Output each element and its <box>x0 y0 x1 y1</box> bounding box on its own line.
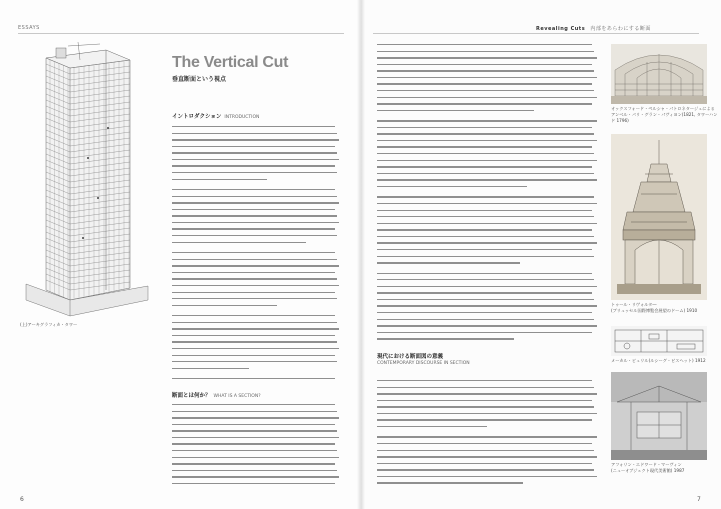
text-line <box>172 272 335 273</box>
folio-left: 6 <box>20 496 24 503</box>
text-line <box>172 235 337 236</box>
text-line <box>377 146 592 147</box>
text-line <box>377 406 594 407</box>
text-line <box>172 463 335 464</box>
dome-tower-section-figure <box>611 134 707 300</box>
text-line <box>172 411 337 412</box>
text-line <box>172 152 337 153</box>
folio-right: 7 <box>697 496 701 503</box>
text-line <box>172 222 339 223</box>
running-head-left: ESSAYS <box>18 25 40 31</box>
text-line <box>377 463 592 464</box>
header-rule <box>373 33 699 34</box>
text-line <box>172 298 337 299</box>
text-line <box>377 469 594 470</box>
text-line <box>172 292 335 293</box>
text-line <box>377 338 514 339</box>
exhibition-hall-section-figure <box>611 44 707 104</box>
figure-caption-plan: メーカル・ピュリル(ルシーグ・ビスヘット) 1912 <box>611 358 706 363</box>
right-page <box>361 0 721 509</box>
text-line <box>377 44 592 45</box>
text-line <box>377 127 592 128</box>
body-text-continued <box>377 44 601 342</box>
text-line <box>172 172 337 173</box>
text-line <box>377 70 594 71</box>
text-line <box>172 265 339 266</box>
text-line <box>172 437 339 438</box>
text-line <box>172 315 335 316</box>
text-line <box>377 292 592 293</box>
text-line <box>172 305 277 306</box>
text-line <box>377 83 592 84</box>
text-line <box>377 380 592 381</box>
text-line <box>172 328 339 329</box>
running-head-subtitle: 内部をあらわにする断面 <box>590 26 651 32</box>
text-line <box>377 210 592 211</box>
text-line <box>377 256 594 257</box>
text-line <box>377 110 534 111</box>
figure-caption-hall: オックスフォード・ペルシャ・パトロネタージュによる アンベル・パリ・グラン・パヴィヨン(1821, タワーハンド 1796) <box>611 106 718 123</box>
figure-caption-dome: トゥール・リヴォルタ― (ブリュッセル国際博覧会展望のドーム) 1910 <box>611 302 698 313</box>
section-heading-text: 断面とは何か？ <box>172 393 211 399</box>
text-line <box>377 216 594 217</box>
text-line <box>377 249 592 250</box>
text-line <box>377 103 592 104</box>
book-gutter <box>357 0 365 509</box>
text-line <box>377 325 597 326</box>
text-line <box>172 159 339 160</box>
text-line <box>377 133 594 134</box>
text-line <box>377 90 594 91</box>
text-line <box>172 355 335 356</box>
text-line <box>172 483 335 484</box>
text-line <box>377 196 594 197</box>
text-line <box>172 322 337 323</box>
text-line <box>377 262 520 263</box>
text-line <box>172 278 337 279</box>
text-line <box>377 236 594 237</box>
text-line <box>377 279 594 280</box>
text-line <box>377 413 597 414</box>
body-text-contemporary <box>377 380 601 492</box>
text-line <box>377 305 597 306</box>
text-line <box>172 228 335 229</box>
text-line <box>377 419 592 420</box>
text-line <box>172 179 267 180</box>
text-line <box>172 430 337 431</box>
running-head-title: Revealing Cuts <box>536 26 586 32</box>
text-line <box>377 476 597 477</box>
section-heading-text: 現代における断面図の意義 <box>377 354 444 360</box>
text-line <box>172 285 339 286</box>
text-line <box>377 273 592 274</box>
text-line <box>172 368 249 369</box>
section-heading-introduction <box>172 112 259 120</box>
text-line <box>377 426 487 427</box>
text-line <box>377 77 597 78</box>
running-head-right <box>536 25 651 32</box>
section-heading-contemporary <box>377 352 443 360</box>
text-line <box>377 51 594 52</box>
text-line <box>172 139 339 140</box>
text-line <box>172 126 335 127</box>
article-subtitle: 垂直断面という視点 <box>172 76 227 83</box>
text-line <box>377 319 594 320</box>
text-line <box>377 312 592 313</box>
text-line <box>172 443 335 444</box>
text-line <box>172 417 339 418</box>
text-line <box>172 450 337 451</box>
text-line <box>172 133 337 134</box>
text-line <box>172 189 335 190</box>
text-line <box>377 400 592 401</box>
text-line <box>377 299 594 300</box>
text-line <box>377 436 597 437</box>
text-line <box>377 223 597 224</box>
text-line <box>172 242 306 243</box>
text-line <box>172 335 335 336</box>
text-line <box>377 203 597 204</box>
header-rule <box>18 33 344 34</box>
text-line <box>377 97 597 98</box>
text-line <box>172 470 337 471</box>
text-line <box>377 387 594 388</box>
text-line <box>172 424 335 425</box>
section-heading-text: イントロダクション <box>172 114 222 120</box>
text-line <box>377 242 597 243</box>
body-text-what-is-section <box>172 404 342 492</box>
text-line <box>172 476 339 477</box>
text-line <box>172 202 339 203</box>
text-line <box>172 341 337 342</box>
text-line <box>377 482 523 483</box>
text-line <box>172 361 337 362</box>
text-line <box>377 173 594 174</box>
text-line <box>377 179 597 180</box>
text-line <box>172 378 335 379</box>
text-line <box>377 450 594 451</box>
text-line <box>377 393 597 394</box>
text-line <box>377 332 592 333</box>
text-line <box>377 153 594 154</box>
text-line <box>377 57 597 58</box>
text-line <box>172 196 337 197</box>
text-line <box>377 186 527 187</box>
text-line <box>172 259 337 260</box>
text-line <box>377 456 597 457</box>
text-line <box>172 215 337 216</box>
plan-drawing-figure <box>611 326 707 356</box>
article-title: The Vertical Cut <box>172 54 289 71</box>
text-line <box>377 140 597 141</box>
section-heading-en: CONTEMPORARY DISCOURSE IN SECTION <box>377 361 470 366</box>
tower-section-illustration <box>8 38 158 320</box>
text-line <box>377 160 597 161</box>
left-page <box>0 0 360 509</box>
figure-caption-hall-photo: アフォリン・エドワード・マーヴィン (ニューオブジェクト現代美術館) 1987 <box>611 462 685 473</box>
section-heading-en: INTRODUCTION <box>224 115 260 120</box>
text-line <box>172 252 335 253</box>
text-line <box>377 286 597 287</box>
text-line <box>172 457 339 458</box>
text-line <box>377 166 592 167</box>
hall-section-photo-figure <box>611 372 707 460</box>
section-heading-en: WHAT IS A SECTION? <box>213 394 261 399</box>
figure-caption-tower: (上)アーキグラフィカ・タワー <box>20 322 78 327</box>
body-text-introduction <box>172 126 342 380</box>
text-line <box>377 443 592 444</box>
text-line <box>172 165 335 166</box>
text-line <box>172 146 335 147</box>
text-line <box>172 404 335 405</box>
text-line <box>172 209 335 210</box>
text-line <box>172 348 339 349</box>
section-heading-what-is-section <box>172 391 261 399</box>
text-line <box>377 229 592 230</box>
text-line <box>377 64 592 65</box>
text-line <box>377 120 597 121</box>
